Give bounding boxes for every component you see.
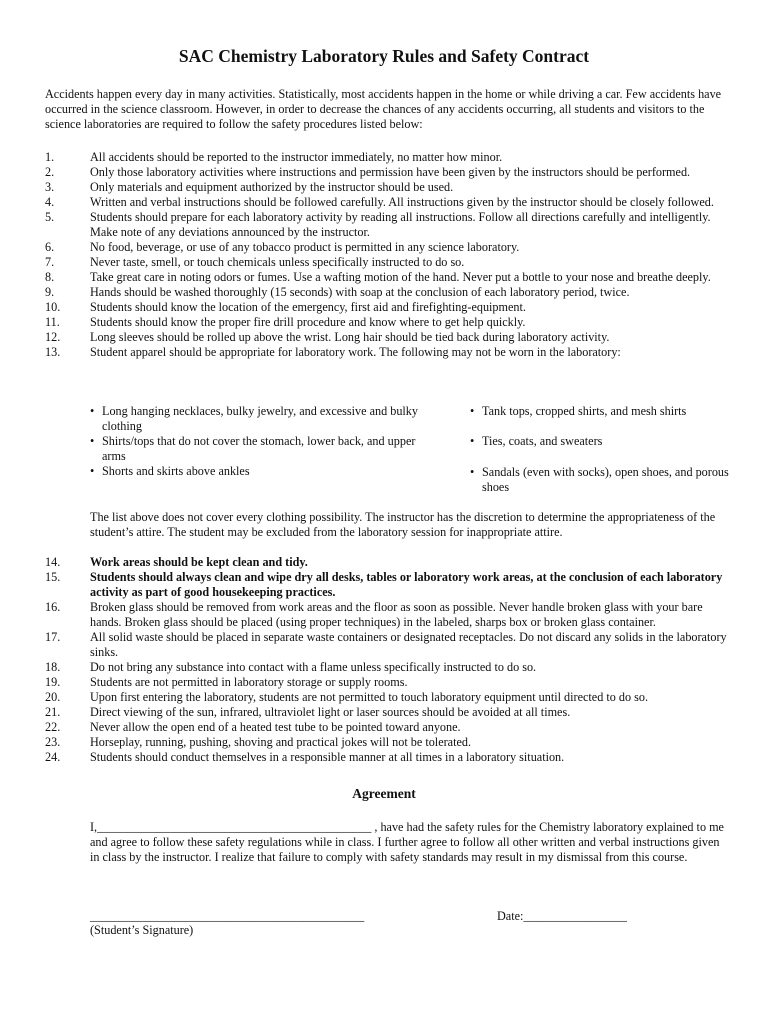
rule-number: 14. xyxy=(45,555,61,569)
rule-item xyxy=(45,270,735,285)
rule-item xyxy=(45,660,735,675)
clothing-item xyxy=(470,465,730,495)
rule-number: 9. xyxy=(45,285,55,299)
clothing-item xyxy=(90,464,435,479)
rule-item xyxy=(45,330,735,345)
bullet-icon: • xyxy=(470,404,475,418)
rule-text: Work areas should be kept clean and tidy. xyxy=(90,555,308,569)
bullet-icon: • xyxy=(470,465,475,479)
rule-text: Only materials and equipment authorized by the instructor should be used. xyxy=(90,180,454,194)
rule-item xyxy=(45,630,735,660)
clothing-item-text: Tank tops, cropped shirts, and mesh shirts xyxy=(482,404,687,418)
rule-item xyxy=(45,735,735,750)
rule-number: 13. xyxy=(45,345,61,359)
rule-text: Written and verbal instructions should be followed carefully. All instructions given by the instructor should be closely followed. xyxy=(90,195,714,209)
rule-number: 4. xyxy=(45,195,55,209)
clothing-item-text: Long hanging necklaces, bulky jewelry, and excessive and bulky clothing xyxy=(102,404,418,433)
rule-number: 17. xyxy=(45,630,61,644)
intro-paragraph: Accidents happen every day in many activities. Statistically, most accidents happen in the home or while driving a car. Few accidents have occurred in the science classroom. However, in order to decrease the chances of any accidents occurring, all students and visitors to the science laboratories are required to follow the safety procedures listed below: xyxy=(45,87,722,131)
rule-text: No food, beverage, or use of any tobacco product is permitted in any science laboratory. xyxy=(90,240,520,254)
rule-item xyxy=(45,750,735,765)
rule-text: Only those laboratory activities where instructions and permission have been given by the instructors should be performed. xyxy=(90,165,691,179)
rule-item xyxy=(45,345,735,360)
rule-number: 24. xyxy=(45,750,61,764)
bullet-icon: • xyxy=(470,434,475,448)
rule-number: 8. xyxy=(45,270,55,284)
rule-number: 10. xyxy=(45,300,61,314)
rule-number: 1. xyxy=(45,150,55,164)
rule-item xyxy=(45,300,735,315)
rule-number: 18. xyxy=(45,660,61,674)
rule-number: 6. xyxy=(45,240,55,254)
rules-list-part1 xyxy=(45,150,735,360)
rule-number: 16. xyxy=(45,600,61,614)
rule-text: Students are not permitted in laboratory storage or supply rooms. xyxy=(90,675,408,689)
rule-number: 11. xyxy=(45,315,60,329)
rule-text: Never taste, smell, or touch chemicals unless specifically instructed to do so. xyxy=(90,255,465,269)
bullet-icon: • xyxy=(90,434,95,448)
rule-text: All accidents should be reported to the instructor immediately, no matter how minor. xyxy=(90,150,503,164)
clothing-item-text: Ties, coats, and sweaters xyxy=(482,434,603,448)
bullet-icon: • xyxy=(90,464,95,478)
agreement-heading: Agreement xyxy=(352,786,416,801)
clothing-item-text: Shirts/tops that do not cover the stomach, lower back, and upper arms xyxy=(102,434,416,463)
rule-text: Students should know the proper fire drill procedure and know where to get help quickly. xyxy=(90,315,526,329)
rule-text: Students should know the location of the emergency, first aid and firefighting-equipment. xyxy=(90,300,526,314)
clothing-item-text: Shorts and skirts above ankles xyxy=(102,464,250,478)
rule-item xyxy=(45,165,735,180)
rule-item xyxy=(45,255,735,270)
rule-item xyxy=(45,285,735,300)
rule-text: Horseplay, running, pushing, shoving and practical jokes will not be tolerated. xyxy=(90,735,472,749)
rule-item xyxy=(45,675,735,690)
rule-item xyxy=(45,315,735,330)
clothing-item xyxy=(470,404,730,419)
signature-line: _____________________________________________ xyxy=(90,909,365,923)
rule-item xyxy=(45,555,735,570)
rule-number: 21. xyxy=(45,705,61,719)
signature-label: (Student’s Signature) xyxy=(90,923,194,937)
rule-text: Upon first entering the laboratory, students are not permitted to touch laboratory equipment until directed to do so. xyxy=(90,690,648,704)
clothing-list-right xyxy=(470,404,730,495)
rule-text: Broken glass should be removed from work areas and the floor as soon as possible. Never handle broken glass with your bare hands. Broken glass should be placed (using proper techniques) in the labeled, sharps box or broken glass container. xyxy=(90,600,703,629)
rule-item xyxy=(45,210,735,240)
date-field: Date:_________________ xyxy=(497,909,627,923)
rule-text: Student apparel should be appropriate for laboratory work. The following may not be worn in the laboratory: xyxy=(90,345,621,359)
rule-number: 12. xyxy=(45,330,61,344)
rule-item xyxy=(45,600,735,630)
clothing-note: The list above does not cover every clothing possibility. The instructor has the discretion to determine the appropriateness of the student’s attire. The student may be excluded from the laboratory session for inappropriate attire. xyxy=(90,510,716,539)
rule-number: 23. xyxy=(45,735,61,749)
rule-item xyxy=(45,240,735,255)
rule-item xyxy=(45,690,735,705)
rule-text: Do not bring any substance into contact with a flame unless specifically instructed to do so. xyxy=(90,660,537,674)
rule-text: Students should conduct themselves in a responsible manner at all times in a laboratory situation. xyxy=(90,750,565,764)
rule-text: Direct viewing of the sun, infrared, ultraviolet light or laser sources should be avoided at all times. xyxy=(90,705,571,719)
rule-text: Never allow the open end of a heated test tube to be pointed toward anyone. xyxy=(90,720,461,734)
rule-number: 20. xyxy=(45,690,61,704)
clothing-item xyxy=(90,434,435,464)
rule-number: 19. xyxy=(45,675,61,689)
rule-item xyxy=(45,180,735,195)
rule-item xyxy=(45,570,735,600)
clothing-item xyxy=(470,434,730,449)
document-title: SAC Chemistry Laboratory Rules and Safety Contract xyxy=(178,46,590,66)
rule-item xyxy=(45,195,735,210)
rule-number: 5. xyxy=(45,210,55,224)
rule-item xyxy=(45,705,735,720)
agreement-text: I,_____________________________________________ , have had the safety rules for the Chemistry laboratory explained to me and agree to follow these safety regulations while in class. I further agree to follow all other written and verbal instructions given in class by the instructor. I realize that failure to comply with safety standards may result in my dismissal from this course. xyxy=(90,820,724,864)
rule-number: 15. xyxy=(45,570,61,584)
rule-number: 2. xyxy=(45,165,55,179)
rule-number: 7. xyxy=(45,255,55,269)
rule-item xyxy=(45,150,735,165)
rule-text: Hands should be washed thoroughly (15 seconds) with soap at the conclusion of each laboratory period, twice. xyxy=(90,285,630,299)
rule-item xyxy=(45,720,735,735)
rule-text: Students should always clean and wipe dry all desks, tables or laboratory work areas, at the conclusion of each laboratory activity as part of good housekeeping practices. xyxy=(90,570,723,599)
rule-text: Take great care in noting odors or fumes. Use a wafting motion of the hand. Never put a bottle to your nose and breathe deeply. xyxy=(90,270,711,284)
bullet-icon: • xyxy=(90,404,95,418)
clothing-item xyxy=(90,404,435,434)
rule-text: All solid waste should be placed in separate waste containers or designated receptacles. Do not discard any solids in the laboratory sinks. xyxy=(90,630,727,659)
rule-number: 22. xyxy=(45,720,61,734)
rule-number: 3. xyxy=(45,180,55,194)
rule-text: Students should prepare for each laboratory activity by reading all instructions. Follow all directions carefully and intelligently. Make note of any deviations announced by the instructor. xyxy=(90,210,711,239)
clothing-item-text: Sandals (even with socks), open shoes, and porous shoes xyxy=(482,465,729,494)
clothing-list-left xyxy=(90,404,435,479)
rules-list-part2 xyxy=(45,555,735,765)
rule-text: Long sleeves should be rolled up above the wrist. Long hair should be tied back during laboratory activity. xyxy=(90,330,610,344)
